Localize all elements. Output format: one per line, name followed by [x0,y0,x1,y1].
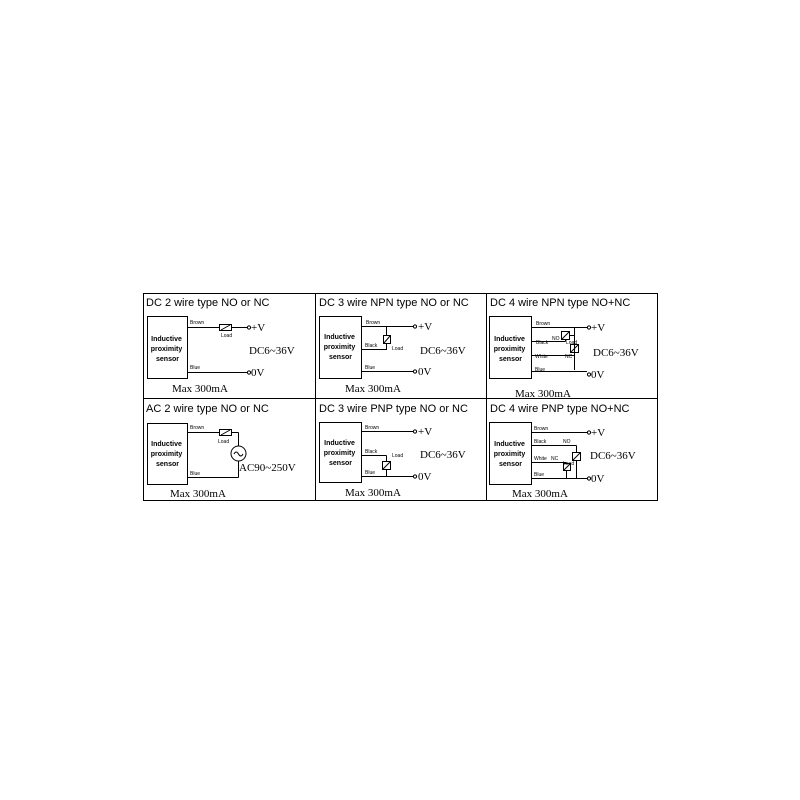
svg-text:Inductive proximity [324,334,357,361]
terminal-plus [413,325,416,328]
wire-label-blue: Blue [190,365,201,371]
wire-label-blue: Blue [534,472,545,478]
sensor-label-line: proximity [323,450,356,457]
wire-label-brown: Brown [534,426,549,432]
zero-v-label: 0V [591,473,605,485]
sensor-label-line: sensor [329,354,352,361]
panel-title: DC 3 wire NPN type NO or NC [319,297,469,309]
panel-title: DC 2 wire type NO or NC [146,297,270,309]
max-current-label: Max 300mA [345,383,401,395]
terminal-zero [413,475,416,478]
load-diagonal [573,453,580,460]
contact-label-no: NO [563,439,571,445]
panel-title: AC 2 wire type NO or NC [146,403,269,415]
wire-label-black: Black [365,449,378,455]
plus-v-label: +V [591,427,606,439]
wire-label-white: White [535,354,548,360]
contact-label-nc: NC [565,354,573,360]
panel-dc-3-wire-npn [319,297,469,395]
wire-label-blue: Blue [535,367,546,373]
panel-title: DC 4 wire PNP type NO+NC [490,403,630,415]
voltage-label: DC6~36V [249,345,295,357]
plus-v-label: +V [591,322,606,334]
sensor-label-line: Inductive [494,441,525,448]
sensor-label-line: Inductive [151,441,182,448]
wire-label-brown: Brown [190,320,205,326]
panel-title: DC 4 wire NPN type NO+NC [490,297,631,309]
sensor-label-line: sensor [156,356,179,363]
voltage-label: DC6~36V [420,449,466,461]
voltage-label: DC6~36V [590,450,636,462]
load-label: Load [218,439,230,445]
svg-text:Inductive proximity [324,440,357,467]
max-current-label: Max 300mA [345,487,401,499]
sensor-label-line: proximity [493,346,526,353]
zero-v-label: 0V [418,366,432,378]
panel-dc-3-wire-pnp [319,403,468,499]
sensor-label-line: Inductive [151,336,182,343]
panel-ac-2-wire [146,403,296,500]
zero-v-label: 0V [591,369,605,381]
plus-v-label: +V [418,426,433,438]
voltage-label: DC6~36V [593,347,639,359]
wire-label-white: White [534,456,547,462]
sensor-label-line: Inductive [494,336,525,343]
plus-v-label: +V [251,322,266,334]
load-diagonal [221,430,230,435]
sensor-label-line: proximity [323,344,356,351]
sensor-label-line: sensor [499,461,522,468]
svg-text:Inductive proximity [151,441,184,468]
sensor-label-line: sensor [329,460,352,467]
panel-title: DC 3 wire PNP type NO or NC [319,403,468,415]
wire-label-black: Black [534,439,547,445]
zero-v-label: 0V [418,471,432,483]
load-diagonal [221,325,230,330]
wire-label-brown: Brown [190,425,205,431]
zero-v-label: 0V [251,367,265,379]
max-current-label: Max 300mA [170,488,226,500]
panel-dc-2-wire [146,297,295,395]
contact-label-nc: NC [551,456,559,462]
sensor-label-line: Inductive [324,334,355,341]
max-current-label: Max 300mA [515,388,571,400]
plus-v-label: +V [418,321,433,333]
load-label: Load [392,453,404,459]
svg-text:Inductive proximity [494,336,527,363]
panel-dc-4-wire-npn [490,297,639,400]
sensor-label-line: Inductive [324,440,355,447]
panel-dc-4-wire-pnp [490,403,636,500]
voltage-label: AC90~250V [239,462,296,474]
wire-label-black: Black [365,343,378,349]
ac-source-wave [234,452,243,456]
sensor-label-line: proximity [150,451,183,458]
voltage-label: DC6~36V [420,345,466,357]
max-current-label: Max 300mA [512,488,568,500]
load-diagonal [384,336,390,343]
sensor-label-line: sensor [499,356,522,363]
terminal-zero [413,370,416,373]
terminal-plus [413,430,416,433]
wire-label-brown: Brown [365,425,380,431]
wire-label-blue: Blue [365,470,376,476]
wire-label-black: Black [536,340,549,346]
wire-label-blue: Blue [190,471,201,477]
wire-label-brown: Brown [536,321,551,327]
sensor-label-line: sensor [156,461,179,468]
wire-label-blue: Blue [365,365,376,371]
load-diagonal [383,462,390,469]
contact-label-no: NO [552,336,560,342]
svg-text:Inductive proximity [494,441,527,468]
max-current-label: Max 300mA [172,383,228,395]
load-label: Load [392,346,404,352]
svg-text:Inductive proximity [151,336,184,363]
sensor-label-line: proximity [493,451,526,458]
load-label: Load [566,340,578,346]
sensor-label-line: proximity [150,346,183,353]
load-label: Load [563,461,575,467]
wire-label-brown: Brown [366,320,381,326]
load-label: Load [221,333,233,339]
load-diagonal [562,332,569,339]
